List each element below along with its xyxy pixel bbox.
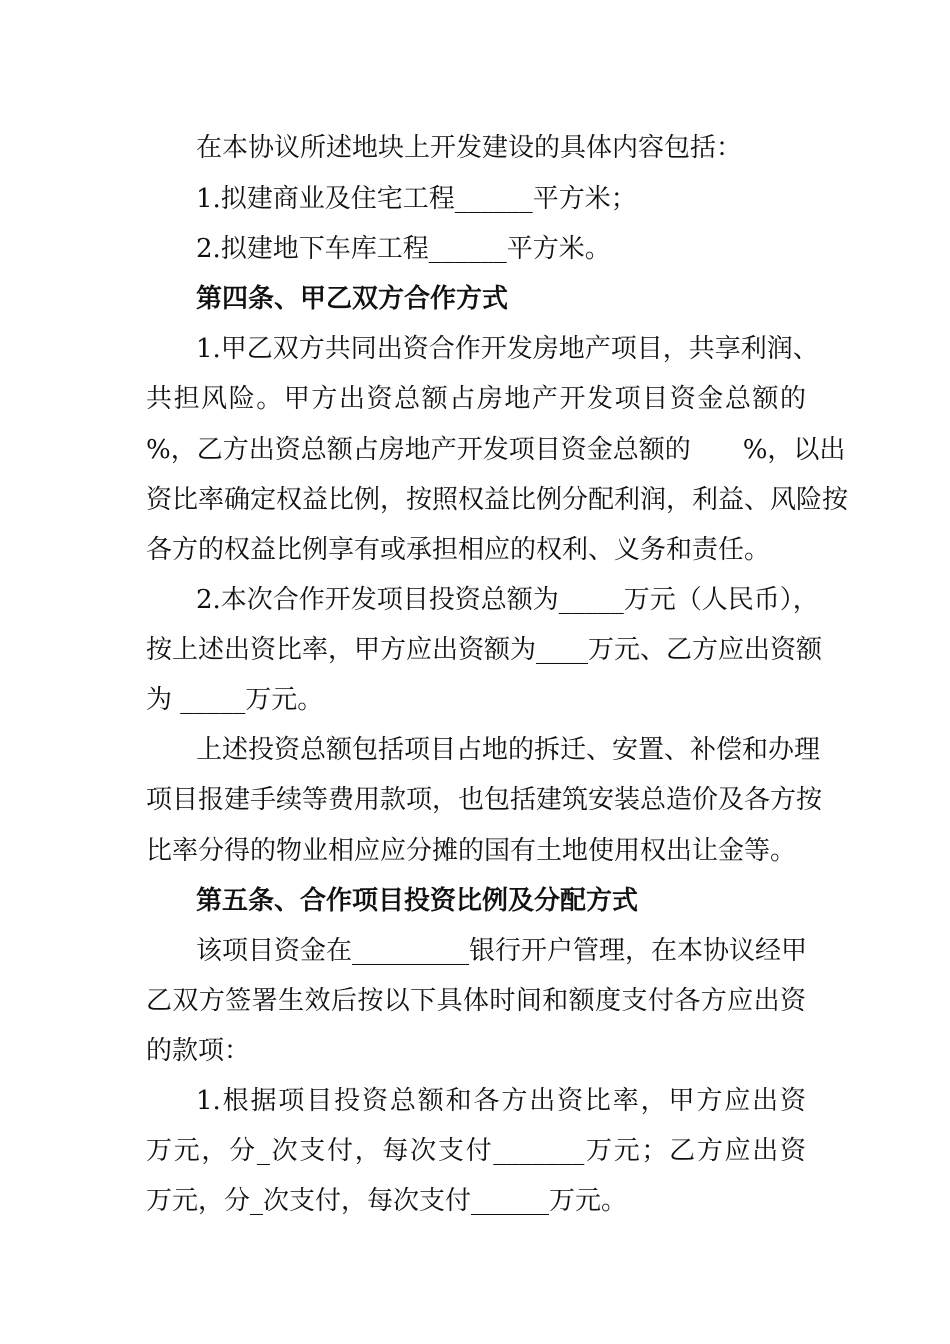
investment-scope-line-1: 上述投资总额包括项目占地的拆迁、安置、补偿和办理: [196, 735, 821, 765]
paragraph-intro: 在本协议所述地块上开发建设的具体内容包括：: [196, 133, 743, 163]
bank-account-line-3: 的款项：: [146, 1036, 251, 1066]
item-underground-garage: 2.拟建地下车库工程______平方米。: [196, 234, 611, 264]
heading-article-4: 第四条、甲乙双方合作方式: [196, 284, 509, 314]
payment-schedule-line-3: 万元，分_次支付，每次支付______万元。: [146, 1186, 628, 1216]
investment-scope-line-2: 项目报建手续等费用款项，也包括建筑安装总造价及各方按: [146, 785, 823, 815]
article-4-item-1-line-4: 资比率确定权益比例，按照权益比例分配利润，利益、风险按: [146, 485, 849, 515]
investment-scope-line-3: 比率分得的物业相应应分摊的国有土地使用权出让金等。: [146, 836, 797, 866]
article-4-item-2-line-1: 2.本次合作开发项目投资总额为_____万元（人民币），: [196, 585, 819, 615]
heading-article-5: 第五条、合作项目投资比例及分配方式: [196, 886, 639, 916]
payment-schedule-line-1: 1.根据项目投资总额和各方出资比率，甲方应出资: [196, 1086, 806, 1116]
article-4-item-2-line-2: 按上述出资比率，甲方应出资额为____万元、乙方应出资额: [146, 635, 823, 665]
article-4-item-2-line-3: 为 _____万元。: [146, 685, 324, 715]
article-4-item-1-line-1: 1.甲乙双方共同出资合作开发房地产项目，共享利润、: [196, 334, 819, 364]
article-4-item-1-line-5: 各方的权益比例享有或承担相应的权利、义务和责任。: [146, 535, 771, 565]
bank-account-line-1: 该项目资金在_________银行开户管理，在本协议经甲: [196, 936, 808, 966]
article-4-item-1-line-3: %，乙方出资总额占房地产开发项目资金总额的 %，以出: [146, 435, 846, 465]
item-commercial-residential: 1.拟建商业及住宅工程______平方米；: [196, 184, 637, 214]
bank-account-line-2: 乙双方签署生效后按以下具体时间和额度支付各方应出资: [146, 986, 806, 1016]
payment-schedule-line-2: 万元，分_次支付，每次支付_______万元；乙方应出资: [146, 1136, 806, 1166]
article-4-item-1-line-2: 共担风险。甲方出资总额占房地产开发项目资金总额的: [146, 384, 806, 414]
